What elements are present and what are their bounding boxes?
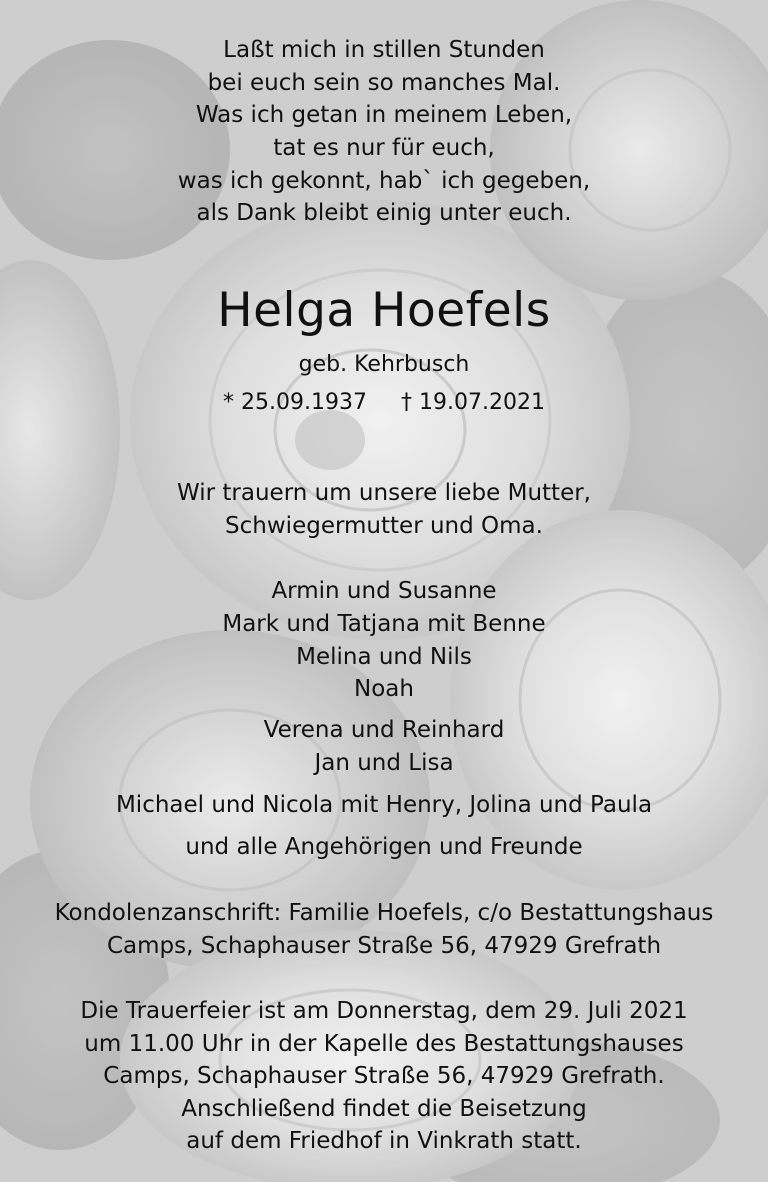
ceremony-line: auf dem Friedhof in Vinkrath statt. (186, 1128, 582, 1154)
family-line: und alle Angehörigen und Freunde (185, 834, 583, 860)
poem-line: bei euch sein so manches Mal. (207, 70, 561, 96)
deceased-name: Helga Hoefels (217, 283, 551, 338)
mourning-line: Schwiegermutter und Oma. (225, 513, 543, 539)
mourning-line: Wir trauern um unsere liebe Mutter, (177, 480, 591, 506)
family-line: Michael und Nicola mit Henry, Jolina und Paula (115, 792, 653, 818)
ceremony-line: Die Trauerfeier ist am Donnerstag, dem 29. Juli 2021 (80, 998, 688, 1024)
condolence-line: Camps, Schaphauser Straße 56, 47929 Grefrath (106, 933, 662, 959)
family-line: Armin und Susanne (271, 578, 497, 604)
condolence-line: Kondolenzanschrift: Familie Hoefels, c/o Bestattungshaus (54, 900, 714, 926)
death-date: † 19.07.2021 (401, 390, 545, 415)
family-line: Noah (354, 676, 414, 702)
poem-line: Was ich getan in meinem Leben, (195, 102, 573, 128)
poem-line: was ich gekonnt, hab` ich gegeben, (177, 168, 591, 194)
birth-name: geb. Kehrbusch (298, 352, 470, 377)
poem-line: tat es nur für euch, (273, 135, 495, 161)
poem-line: Laßt mich in stillen Stunden (223, 37, 545, 63)
family-line: Melina und Nils (296, 644, 472, 670)
family-line: Verena und Reinhard (263, 717, 505, 743)
poem-line: als Dank bleibt einig unter euch. (196, 200, 572, 226)
ceremony-line: Anschließend findet die Beisetzung (181, 1096, 587, 1122)
family-line: Jan und Lisa (314, 750, 454, 776)
ceremony-line: Camps, Schaphauser Straße 56, 47929 Grefrath. (103, 1063, 665, 1089)
ceremony-line: um 11.00 Uhr in der Kapelle des Bestattungshauses (84, 1031, 684, 1057)
family-line: Mark und Tatjana mit Benne (222, 611, 546, 637)
life-dates (0, 388, 768, 418)
birth-date: * 25.09.1937 (223, 390, 367, 415)
